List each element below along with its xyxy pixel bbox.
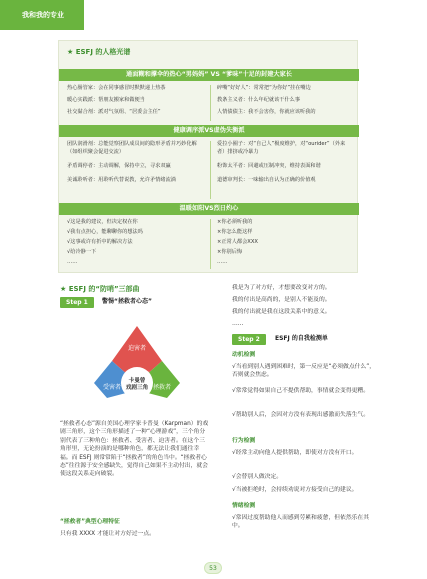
group-heading-behavior: 行为检测 <box>232 438 256 444</box>
group-heading-emotion: 情绪检测 <box>232 503 256 509</box>
cell-left: 热心肠管家：会在同事感冒时默默递上热茶 <box>67 85 166 91</box>
spectrum-table-1 <box>67 85 351 121</box>
cell-left: …… <box>67 259 78 265</box>
band-1: 通面糊和撑伞的热心“男妈妈” VS “爹味”十足的封建大家长 <box>59 69 359 81</box>
spectrum-table-3 <box>67 219 351 269</box>
panel-title: ★ ESFJ 的人格光谱 <box>67 48 131 56</box>
band-2: 健康调序派VS虚伪失衡派 <box>59 125 359 137</box>
cell-right: ×你必须听我的 <box>217 219 253 225</box>
triangle-center-line2: 戏剧三角 <box>125 385 149 391</box>
table-divider <box>210 219 211 269</box>
header-title: 我和我的专业 <box>22 11 64 19</box>
cell-left: √这事或许有折中的解决方法 <box>67 239 133 245</box>
left-heading: ★ ESFJ 的“防哨”三部曲 <box>60 285 140 293</box>
group-heading-motivation: 动机检测 <box>232 352 256 358</box>
table-divider <box>210 85 211 121</box>
step1-title: 警惕“拯救者心态” <box>102 298 152 305</box>
triangle-label-left: 受害者 <box>102 384 122 391</box>
check-item: √经常主动向他人提供帮助，即使对方没有开口。 <box>232 450 358 456</box>
step2-title: ESFJ 的自我检测单 <box>275 335 328 342</box>
left-subheading: “拯救者”典型心理特征 <box>60 519 120 525</box>
cell-right: ×正常人都会XXX <box>217 239 258 245</box>
triangle-center-line1: 卡曼曾 <box>128 378 146 384</box>
right-line-3: 我的付出就是我在这段关系中的意义。 <box>232 309 331 315</box>
page-number: 53 <box>204 562 222 574</box>
right-line-4: …… <box>232 321 244 327</box>
cell-right: ×你怎么能这样 <box>217 229 253 235</box>
cell-right: ×你别后悔 <box>217 249 243 255</box>
step1-pill: Step 1 <box>60 297 94 308</box>
cell-left: 矛盾调停者：主动调解，保持中立，寻求双赢 <box>67 163 171 169</box>
cell-right: …… <box>217 259 228 265</box>
check-item: √当被拒绝时，会持续劝说对方接受自己的建议。 <box>232 487 358 493</box>
cell-left: 暖心实践派：帮朋友搬家和做便当 <box>67 97 145 103</box>
right-line-2: 我的付出是高尚的，是别人不能及的。 <box>232 297 331 303</box>
check-item: √当看到别人遇到困难时，第一反应是“必须做点什么”，否则就会焦虑。 <box>232 364 376 379</box>
drama-triangle-diagram <box>82 316 192 416</box>
cell-right: 教条主义者：什么年纪就该干什么事 <box>217 97 301 103</box>
cell-left: √我有点担心，能聊聊你的想法吗 <box>67 229 143 235</box>
left-paragraph-2: 只有我 XXXX 才能让对方好过一点。 <box>60 531 155 537</box>
cell-right: 碎嘴“好好人”：常常把“为你好”挂在嘴边 <box>217 85 311 91</box>
cell-left: 社交黏合剂：派对气氛组、“居委会主任” <box>67 109 161 115</box>
cell-right: 粉饰太平者：回避或压制冲突，维持表面和谐 <box>217 163 321 169</box>
cell-right: 人情债债主：我不会害你，你就应该听我的 <box>217 109 316 115</box>
cell-left: √给冷静一下 <box>67 249 97 255</box>
cell-left: 美诚聆听者：用聆听代替说教，允许矛情绪流淌 <box>67 177 176 183</box>
step2-pill: Step 2 <box>232 334 266 345</box>
triangle-label-right: 拯救者 <box>152 384 172 391</box>
page-header <box>0 0 427 30</box>
spectrum-table-2 <box>67 141 351 199</box>
check-item: √常因过度帮助他人而感到劳累和疲惫，但依然乐在其中。 <box>232 515 370 530</box>
left-paragraph-1: “拯救者心态”源自美国心理学家卡普曼（Karpman）的戏剧三角形，这个三角形描述了一种“心理游戏”，三个角分别代表了三种角色：拯救者、受害者、迫害者。在这个三角形里，无论扮演的是哪种角色，都无法让我们通往幸福。而 ESFJ 则常常陷于“拯救者”的角色当中。“拯救者心态”往往源于安全感缺失，觉得自己如果不主动付出，就会使这段关系走向破裂。 <box>60 421 209 478</box>
right-line-1: 我是为了对方好，才想要改变对方的。 <box>232 285 331 291</box>
cell-right: 道德审判长：一味输出自认为正确的价值观 <box>217 177 316 183</box>
check-item: √会替别人做决定。 <box>232 474 283 480</box>
personality-spectrum-panel <box>58 40 358 273</box>
check-item: √常常觉得如果自己不提供帮助，事情就会变得更糟。 <box>232 388 370 394</box>
table-divider <box>210 141 211 199</box>
triangle-label-top: 迫害者 <box>127 345 147 352</box>
cell-left: √这是我的建议，但决定权在你 <box>67 219 138 225</box>
check-item: √帮助别人后，会因对方没有表现出感激而失落生气。 <box>232 412 370 418</box>
band-3: 温暖如阳VS烈日灼心 <box>59 203 359 215</box>
cell-left: 团队润滑剂：总能觉察团队成员间的隐形矛盾并巧妙化解（如组织聚会促进交流） <box>67 141 197 155</box>
cell-right: 爱拉小圈子：对“自己人”极度维护，对“ourider”（外来者）排挤或冷暴力 <box>217 141 346 155</box>
